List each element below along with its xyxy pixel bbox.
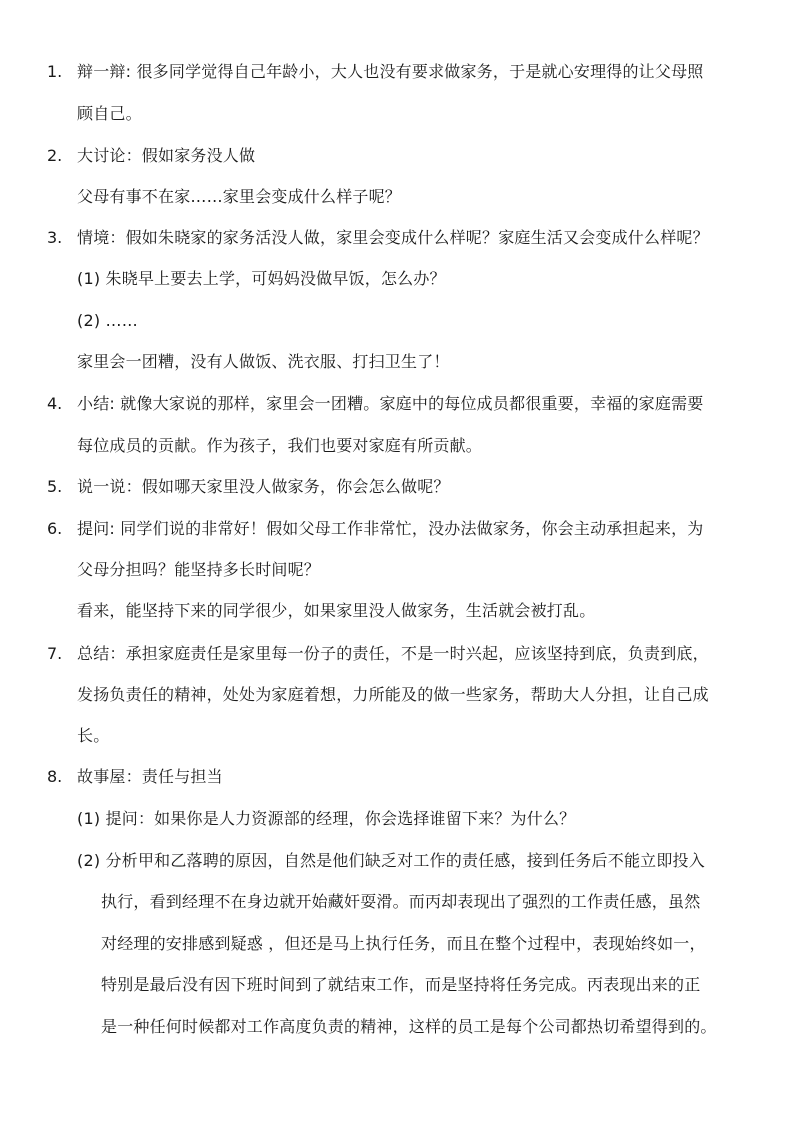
paragraph-line: 看来，能坚持下来的同学很少，如果家里没人做家务，生活就会被打乱。 [77, 601, 596, 620]
paragraph-line: 故事屋：责任与担当 [77, 767, 223, 786]
paragraph-line: 特别是最后没有因下班时间到了就结束工作，而是坚持将任务完成。丙表现出来的正 [101, 975, 701, 994]
paragraph-line: 小结: 就像大家说的那样，家里会一团糟。家庭中的每位成员都很重要，幸福的家庭需要 [77, 394, 704, 413]
paragraph-line: 家里会一团糟，没有人做饭、洗衣服、打扫卫生了！ [77, 352, 450, 371]
paragraph-line: 对经理的安排感到疑惑 ，但还是马上执行任务，而且在整个过程中，表现始终如一， [101, 934, 706, 953]
item-number: 7. [47, 644, 63, 663]
paragraph-line: 父母有事不在家……家里会变成什么样子呢？ [77, 187, 402, 206]
item-number: 1. [47, 62, 63, 81]
paragraph-line: 发扬负责任的精神，处处为家庭着想，力所能及的做一些家务，帮助大人分担，让自己成 [77, 685, 709, 704]
paragraph-line: 顾自己。 [77, 104, 142, 123]
item-number: 6. [47, 519, 63, 538]
item-number: 8. [47, 767, 63, 786]
paragraph-line: 长。 [77, 726, 110, 745]
paragraph-line: 总结：承担家庭责任是家里每一份子的责任，不是一时兴起，应该坚持到底，负责到底， [77, 644, 709, 663]
paragraph-line: 提问: 同学们说的非常好！假如父母工作非常忙，没办法做家务，你会主动承担起来，为 [77, 519, 704, 538]
sub-item-line: (2) …… [77, 311, 138, 330]
sub-item-line: (1) 提问：如果你是人力资源部的经理，你会选择谁留下来？为什么？ [77, 809, 576, 828]
item-number: 3. [47, 228, 63, 247]
paragraph-line: 是一种任何时候都对工作高度负责的精神，这样的员工是每个公司都热切希望得到的。 [101, 1017, 717, 1036]
paragraph-line: 每位成员的贡献。作为孩子，我们也要对家庭有所贡献。 [77, 436, 483, 455]
paragraph-line: 执行，看到经理不在身边就开始藏奸耍滑。而丙却表现出了强烈的工作责任感，虽然 [101, 892, 701, 911]
item-number: 2. [47, 146, 63, 165]
paragraph-line: 大讨论：假如家务没人做 [77, 146, 256, 165]
item-number: 5. [47, 477, 63, 496]
sub-item-line: (1) 朱晓早上要去上学，可妈妈没做早饭，怎么办？ [77, 269, 446, 288]
item-number: 4. [47, 394, 63, 413]
sub-item-line: (2) 分析甲和乙落聘的原因，自然是他们缺乏对工作的责任感，接到任务后不能立即投入 [77, 851, 705, 870]
paragraph-line: 辩一辩: 很多同学觉得自己年龄小，大人也没有要求做家务，于是就心安理得的让父母照 [77, 62, 704, 81]
paragraph-line: 情境：假如朱晓家的家务活没人做，家里会变成什么样呢？家庭生活又会变成什么样呢？ [77, 228, 709, 247]
paragraph-line: 父母分担吗？能坚持多长时间呢？ [77, 560, 321, 579]
paragraph-line: 说一说：假如哪天家里没人做家务，你会怎么做呢？ [77, 477, 450, 496]
